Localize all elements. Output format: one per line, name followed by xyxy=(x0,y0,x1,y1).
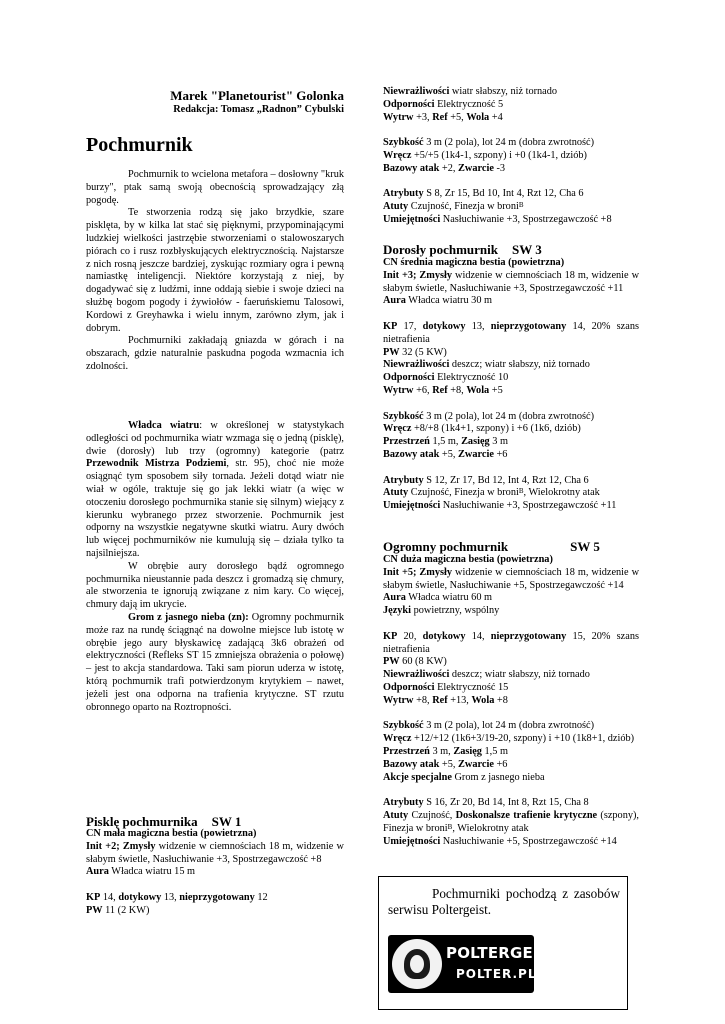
stat-saves: Wytrw +6, Ref +8, Wola +5 xyxy=(383,384,503,396)
stat-melee: Wręcz +5/+5 (1k4-1, szpony) i +0 (1k4-1, dziób) xyxy=(383,149,587,161)
stat-feats: Atuty Czujność, Doskonalsze trafienie krytyczne (szpony), Finezja w broni$^B$, Wielokrotny atak xyxy=(383,809,639,834)
source-credit-text: Pochmurniki pochodzą z zasobów serwisu Poltergeist. xyxy=(388,886,620,917)
stat-speed: Szybkość 3 m (2 pola), lot 24 m (dobra zwrotność) xyxy=(383,410,595,422)
stat-niewrazliwosci: Niewrażliwości deszcz; wiatr słabszy, niż tornado xyxy=(383,359,590,371)
creature-name: Ogromny pochmurnik xyxy=(383,539,509,554)
ability-label: Władca wiatru xyxy=(128,420,200,431)
creature-type: CN średnia magiczna bestia (powietrzna) xyxy=(383,257,565,268)
poltergeist-logo[interactable] xyxy=(388,935,561,993)
stat-saves: Wytrw +3, Ref +5, Wola +4 xyxy=(383,111,503,123)
wladca-paragraph: Władca wiatru: w określonej w statystykach odległości od pochmurnika wiatr wzmaga się o jedną (pisklę), dwie (dorosły) lub trzy (ogromny) kategorie (patrz Przewodnik Mistrza Podziemi, str. 95), choć nie może osiągnąć tym sposobem siły tornada. Jeżeli dotąd wiatr nie wiał w ogóle, traktuje się go jak lekki wiatr (a więc w otoczeniu dorosłego pochmurnika stanie się silnym) wiejący z kierunku wybranego przez stworzenie. Pochmurnik jest odporny na wszystkie negatywne skutki wiatru. Aury dwóch lub więcej pochmurników nie kumulują się – działa tylko ta najsilniejsza. xyxy=(86,420,344,559)
editor-credit: Redakcja: Tomasz „Radnon” Cybulski xyxy=(173,104,344,115)
stat-attributes: Atrybuty S 16, Zr 20, Bd 14, Int 8, Rzt 15, Cha 8 xyxy=(383,797,589,809)
stat-init: Init +2; Zmysły widzenie w ciemnościach 18 m, widzenie w słabym świetle, Nasłuchiwanie +3, Spostrzegawczość +8 xyxy=(86,840,344,865)
stat-saves: Wytrw +8, Ref +13, Wola +8 xyxy=(383,694,508,706)
stat-init: Init +5; Zmysły widzenie w ciemnościach 18 m, widzenie w słabym świetle, Nasłuchiwanie +5, Spostrzegawczość +14 xyxy=(383,566,640,591)
stat-skills: Umiejętności Nasłuchiwanie +5, Spostrzegawczość +14 xyxy=(383,835,617,847)
stat-attributes: Atrybuty S 8, Zr 15, Bd 10, Int 4, Rzt 12, Cha 6 xyxy=(383,188,584,200)
ghost-emblem-icon xyxy=(392,939,442,989)
challenge-rating: SW 3 xyxy=(511,242,542,257)
statblock-piskle-part2 xyxy=(383,86,639,227)
intro-paragraph: Pochmurniki zakładają gniazda w górach i na obszarach, gdzie naturalnie paskudna pogoda wzmacnia ich zdolności. xyxy=(86,335,344,372)
stat-space-reach: Przestrzeń 3 m, Zasięg 1,5 m xyxy=(383,745,508,757)
logo-wordmark: POLTERGEIST xyxy=(446,944,561,962)
stat-feats: Atuty Czujność, Finezja w broni$^B$ xyxy=(383,201,524,213)
stat-melee: Wręcz +8/+8 (1k4+1, szpony) i +6 (1k6, dziób) xyxy=(383,423,581,435)
creature-type: CN duża magiczna bestia (powietrzna) xyxy=(383,554,553,565)
rain-paragraph: W obrębie aury dorosłego bądź ogromnego pochmurnika nieustannie pada deszcz i gromadzą się chmury, ale stworzenia te ignorują związane z nim kary. Co więcej, chmury dają im ukrycie. xyxy=(86,560,344,611)
stat-speed: Szybkość 3 m (2 pola), lot 24 m (dobra zwrotność) xyxy=(383,137,595,149)
stat-niewrazliwosci: Niewrażliwości deszcz; wiatr słabszy, niż tornado xyxy=(383,669,590,681)
stat-space-reach: Przestrzeń 1,5 m, Zasięg 3 m xyxy=(383,436,508,448)
challenge-rating: SW 5 xyxy=(570,539,600,554)
challenge-rating: SW 1 xyxy=(211,814,242,829)
stat-skills: Umiejętności Nasłuchiwanie +3, Spostrzegawczość +11 xyxy=(383,500,617,512)
stat-base-attack: Bazowy atak +2, Zwarcie -3 xyxy=(383,162,506,174)
creature-name: Pisklę pochmurnika xyxy=(86,814,198,829)
ability-label: Grom z jasnego nieba (zn): xyxy=(128,611,249,623)
statblock-heading xyxy=(383,242,639,257)
stat-feats: Atuty Czujność, Finezja w broni$^B$, Wielokrotny atak xyxy=(383,487,600,499)
statblock-heading xyxy=(86,814,344,829)
stat-pw: PW 32 (5 KW) xyxy=(383,346,447,358)
stat-speed: Szybkość 3 m (2 pola), lot 24 m (dobra zwrotność) xyxy=(383,720,595,732)
stat-kp: KP 17, dotykowy 13, nieprzygotowany 14, 20% szans nietrafienia xyxy=(383,320,639,345)
stat-special-actions: Akcje specjalne Grom z jasnego nieba xyxy=(383,771,545,783)
creature-name: Dorosły pochmurnik xyxy=(383,242,498,257)
stat-odpornosci: Odporności Elektryczność 10 xyxy=(383,372,509,384)
intro-paragraph: Te stworzenia rodzą się jako brzydkie, szare pisklęta, by w kilka lat stać się pięknymi, przypominającymi ludzkiej wielkości jastrzębie stworzeniami o stalowoszarych piórach co i rusz rozbłyskujących elektrycznością. Najstarsze z nich rosną jeszcze bardziej, zyskując rozmiary ogra i pewną namiastkę inteligencji. Niektóre korzystają z niej, by dogadywać się z ludźmi, inne oddają siebie i swoje dzieci na służbę bogom pogody i żywiołów - faeruńskiemu Talosowi, Kordowi z Greyhawka i wielu innym, zarówno złym, jak i dobrym. xyxy=(86,207,344,334)
stat-init: Init +3; Zmysły widzenie w ciemnościach 18 m, widzenie w słabym świetle, Nasłuchiwanie +3, Spostrzegawczość +11 xyxy=(383,269,640,294)
grom-paragraph: Grom z jasnego nieba (zn): Ogromny pochmurnik może raz na rundę ściągnąć na dowolne miejsce lub istotę w obrębie jego aury błyskawicę zadającą 3k6 obrażeń od elektryczności (Refleks ST 15 zmniejsza obrażenia o połowę) – jest to akcja standardowa. Taki sam piorun uderza w istotę, którą pochmurnik trafi potwierdzonym krytykiem – nawet, jeżeli jest ona odporna na trafienia krytyczne. ST rzutu obronnego oparto na Roztropności. xyxy=(86,611,344,713)
page-title: Pochmurnik xyxy=(86,134,193,156)
book-reference: Przewodnik Mistrza Podziemi xyxy=(86,458,227,470)
stat-odpornosci: Odporności Elektryczność 5 xyxy=(383,98,504,110)
stat-base-attack: Bazowy atak +5, Zwarcie +6 xyxy=(383,448,508,460)
stat-pw: PW 60 (8 KW) xyxy=(383,656,447,668)
creature-type: CN mała magiczna bestia (powietrzna) xyxy=(86,828,257,839)
stat-base-attack: Bazowy atak +5, Zwarcie +6 xyxy=(383,758,508,770)
stat-languages: Języki powietrzny, wspólny xyxy=(383,605,500,617)
abilities-section xyxy=(86,420,344,714)
stat-kp: KP 20, dotykowy 14, nieprzygotowany 15, 20% szans nietrafienia xyxy=(383,630,639,655)
logo-url: POLTER.PL xyxy=(456,967,537,981)
author-name: Marek "Planetourist" Golonka xyxy=(170,88,344,103)
stat-attributes: Atrybuty S 12, Zr 17, Bd 12, Int 4, Rzt 12, Cha 6 xyxy=(383,474,589,486)
stat-pw: PW 11 (2 KW) xyxy=(86,904,150,916)
intro-section xyxy=(86,169,344,374)
stat-odpornosci: Odporności Elektryczność 15 xyxy=(383,681,509,693)
source-credit-box xyxy=(378,876,628,1010)
statblock-piskle-part1 xyxy=(86,828,344,918)
stat-skills: Umiejętności Nasłuchiwanie +3, Spostrzegawczość +8 xyxy=(383,213,612,225)
statblock-dorosly xyxy=(383,242,639,513)
statblock-ogromny xyxy=(383,539,639,848)
stat-melee: Wręcz +12/+12 (1k6+3/19-20, szpony) i +10 (1k8+1, dziób) xyxy=(383,733,635,745)
stat-kp: KP 14, dotykowy 13, nieprzygotowany 12 xyxy=(86,891,268,903)
intro-paragraph: Pochmurnik to wcielona metafora – dosłowny "kruk burzy", ptak samą swoją obecnością sprowadzający złą pogodę. xyxy=(86,169,344,206)
stat-aura: Aura Władca wiatru 60 m xyxy=(383,592,493,604)
statblock-heading xyxy=(383,539,639,554)
stat-aura: Aura Władca wiatru 15 m xyxy=(86,866,196,878)
stat-aura: Aura Władca wiatru 30 m xyxy=(383,295,493,307)
stat-niewrazliwosci: Niewrażliwości wiatr słabszy, niż tornado xyxy=(383,86,558,97)
